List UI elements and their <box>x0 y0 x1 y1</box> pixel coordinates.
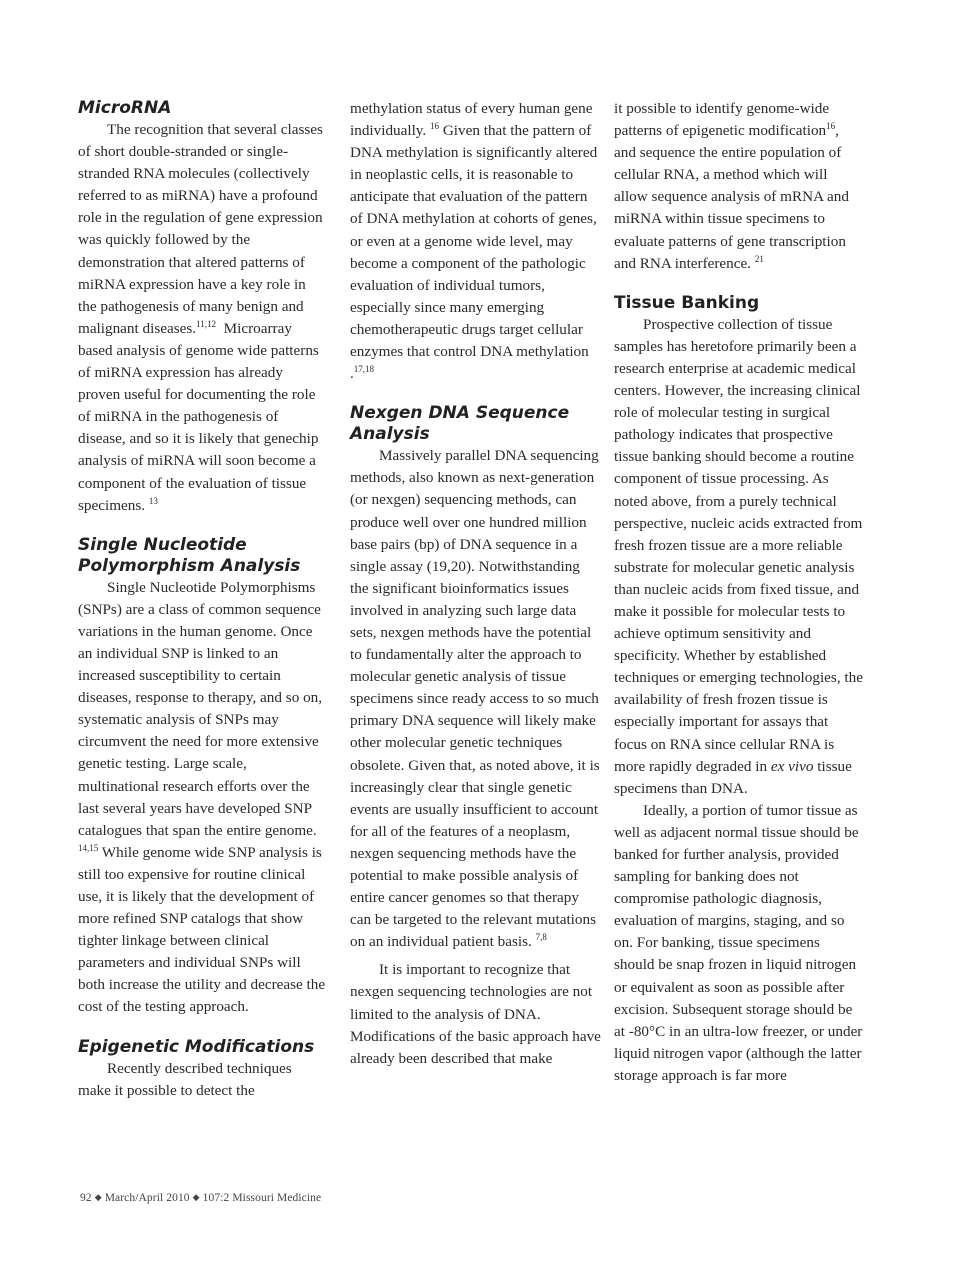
citation: 11,12 <box>196 318 217 329</box>
citation: 7,8 <box>535 932 547 943</box>
citation: 14,15 <box>78 842 99 853</box>
journal-name: 107:2 Missouri Medicine <box>202 1192 322 1204</box>
heading-snp: Single Nucleotide Polymorphism Analysis <box>78 534 301 576</box>
citation: 21 <box>754 253 764 264</box>
heading-epigenetic: Epigenetic Modifications <box>78 1036 315 1057</box>
heading-tissue-banking: Tissue Banking <box>614 292 760 313</box>
citation: 17,18 <box>353 364 375 375</box>
column-middle <box>350 98 602 1070</box>
page-number: 92 <box>80 1192 92 1204</box>
paragraph-methylation: methylation status of every human gene individually. $^{16}$ Given that the pattern of DNA methylation is significantly altered in neoplastic cells, it is reasonable to anticipate that evaluation of the pattern of DNA methylation at cohorts of genes, or even at a genome wide level, may become a component of the pathologic evaluation of individual tumors, especially since many emerging chemotherapeutic drugs target cellular enzymes that control DNA methylation .$^{17,18}$ <box>350 100 598 383</box>
heading-nexgen: Nexgen DNA Sequence Analysis <box>350 403 570 445</box>
paragraph-nexgen-rna: It is important to recognize that nexgen sequencing technologies are not limited to the analysis of DNA. Modifications of the basic approach have already been described that make <box>350 961 601 1067</box>
paragraph-snp: Single Nucleotide Polymorphisms (SNPs) are a class of common sequence variations in the human genome. Once an individual SNP is linked to an increased susceptibility to certain diseases, response to therapy, and so on, systematic analysis of SNPs may circumvent the need for more extensive genetic testing. Large scale, multinational research efforts over the last several years have developed SNP catalogues that span the entire genome. $^{14,15}$ While genome wide SNP analysis is still too expensive for routine clinical use, it is likely that the development of more refined SNP catalogs that show tighter linkage between clinical parameters and individual SNPs will both increase the utility and decrease the cost of the testing approach. <box>78 578 326 1016</box>
issue-date: March/April 2010 <box>104 1192 190 1204</box>
heading-microrna: MicroRNA <box>78 98 172 118</box>
diamond-icon: ◆ <box>94 1192 102 1202</box>
page-footer <box>80 1192 321 1204</box>
paragraph-epigenetic: Recently described techniques make it possible to detect the <box>78 1059 292 1099</box>
column-left <box>78 98 328 1102</box>
column-right <box>614 98 864 1087</box>
paragraph-epigenetic-cont: it possible to identify genome-wide patterns of epigenetic modification$^{16}$, and sequence the entire population of cellular RNA, a method which will allow sequence analysis of mRNA and miRNA within tissue specimens to evaluate patterns of gene transcription and RNA interference. $^{21}$ <box>614 100 849 272</box>
paragraph-tissue-storage: Ideally, a portion of tumor tissue as well as adjacent normal tissue should be banked for further analysis, provided sampling for banking does not compromise pathologic diagnosis, evaluation of margins, staging, and so on. For banking, tissue specimens should be snap frozen in liquid nitrogen or equivalent as soon as possible after excision. Subsequent storage should be at -80°C in an ultra-low freezer, or under liquid nitrogen vapor (although the latter storage approach is far more <box>614 801 863 1084</box>
citation: 13 <box>148 495 158 506</box>
paragraph-nexgen: Massively parallel DNA sequencing methods, also known as next-generation (or nexgen) sequencing methods, can produce well over one hundred million base pairs (bp) of DNA sequence in a single assay (19,20). Notwithstanding the significant bioinformatics issues involved in analyzing such large data sets, nexgen methods have the potential to fundamentally alter the approach to molecular genetic analysis of tissue specimens since ready access to so much primary DNA sequence will likely make other molecular genetic techniques obsolete. Given that, as noted above, it is increasingly clear that single genetic events are usually insufficient to account for all of the features of a neoplasm, nexgen sequencing methods have the potential to make possible analysis of entire cancer genomes so that therapy can be targeted to the relevant mutations on an individual patient basis. $^{7,8}$ <box>350 447 600 951</box>
diamond-icon: ◆ <box>192 1192 200 1202</box>
citation: 16 <box>826 121 836 132</box>
citation: 16 <box>430 121 440 132</box>
italic-term: ex vivo <box>770 757 814 775</box>
paragraph-microrna: The recognition that several classes of short double-stranded or single-stranded RNA molecules (collectively referred to as miRNA) have a profound role in the regulation of gene expression was quickly followed by the demonstration that altered patterns of miRNA expression have a key role in the pathogenesis of many benign and malignant diseases.$^{11,12}$ Microarray based analysis of genome wide patterns of miRNA expression has already proven useful for documenting the role of miRNA in the pathogenesis of disease, and so it is likely that genechip analysis of miRNA will soon become a component of the evaluation of tissue specimens. $^{13}$ <box>78 121 323 514</box>
paragraph-tissue-banking: Prospective collection of tissue samples has heretofore primarily been a research enterprise at academic medical centers. However, the increasing clinical role of molecular testing in surgical pathology indicates that prospective tissue banking should become a routine component of tissue processing. As noted above, from a purely technical perspective, nucleic acids extracted from fresh frozen tissue are a more reliable substrate for molecular genetic analysis than nucleic acids from fixed tissue, and make it possible for molecular tests to achieve optimum sensitivity and specificity. Whether by established techniques or emerging technologies, the availability of fresh frozen tissue is especially important for assays that focus on RNA since cellular RNA is more rapidly degraded in ex vivo tissue specimens than DNA. <box>614 315 863 797</box>
